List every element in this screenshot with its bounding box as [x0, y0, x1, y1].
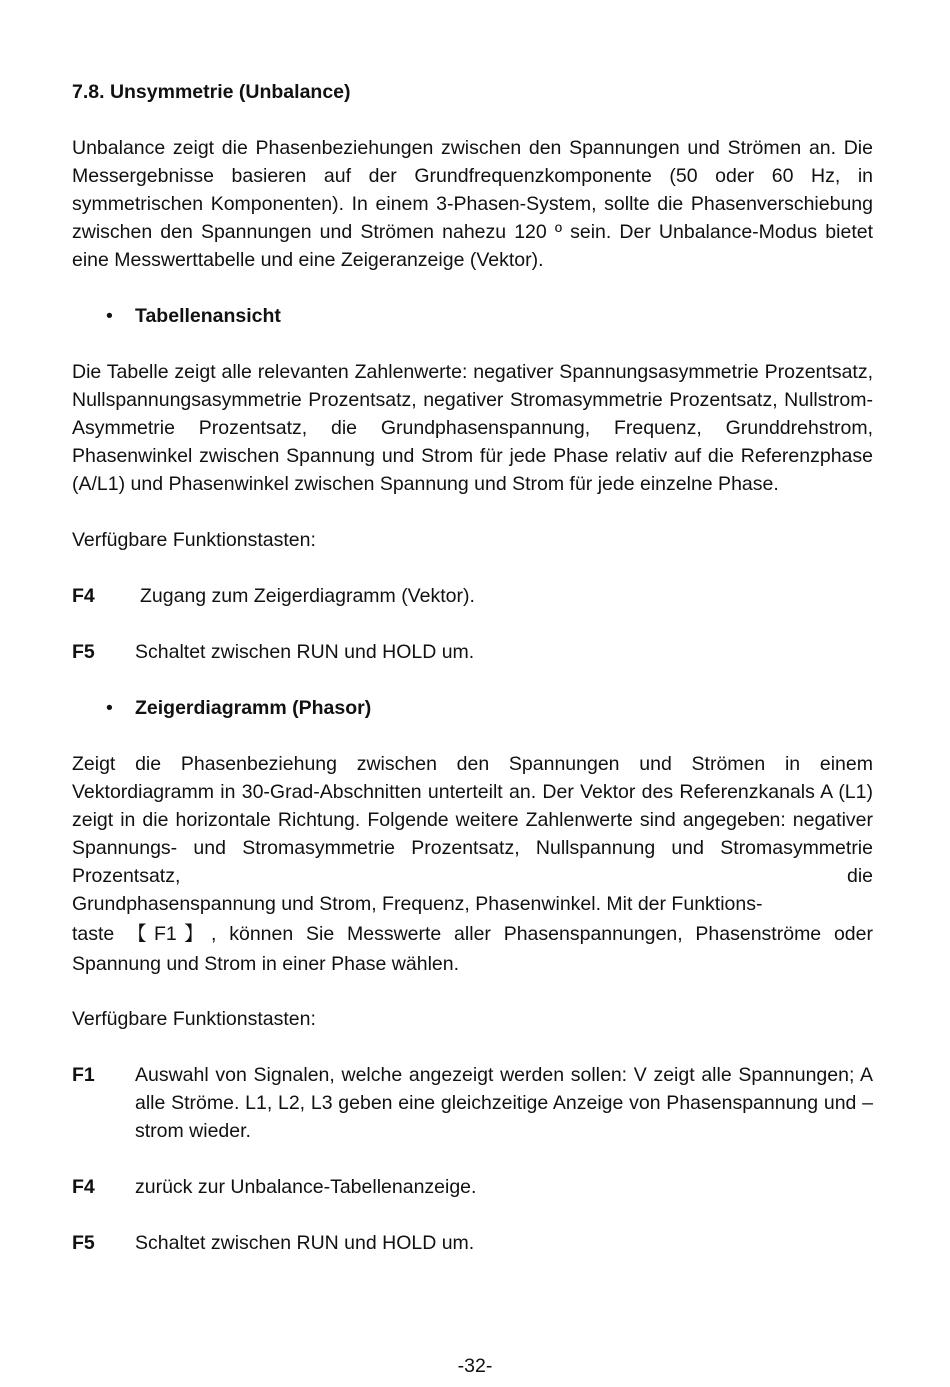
phasor-view-keys-label: Verfügbare Funktionstasten:	[72, 1008, 316, 1030]
phasor-description-part2: Grundphasenspannung und Strom, Frequenz, Phasenwinkel. Mit der Funktions-	[72, 893, 763, 915]
table-view-description: Die Tabelle zeigt alle relevanten Zahlenwerte: negativer Spannungsasymmetrie Prozentsatz, Nullspannungsasymmetrie Prozentsatz, negativer Stromasymmetrie Prozentsatz, Nullstrom-Asymmetrie Prozentsatz, die Grundphasenspannung, Frequenz, Grunddrehstrom, Phasenwinkel zwischen Spannung und Strom für jede Phase relativ auf die Referenzphase (A/L1) und Phasenwinkel zwischen Spannung und Strom für jede einzelne Phase.	[72, 361, 873, 495]
function-key-item	[72, 1229, 873, 1257]
page-number: -32-	[457, 1355, 493, 1377]
bullet-icon: •	[106, 697, 113, 719]
phasor-view-description	[72, 750, 873, 979]
document-page	[72, 78, 873, 1285]
function-key-item	[72, 1061, 873, 1145]
function-key-code: F5	[72, 641, 95, 663]
function-key-code: F4	[72, 1176, 95, 1198]
function-key-item	[72, 582, 873, 610]
phasor-description-part3	[72, 919, 873, 979]
function-key-description: Schaltet zwischen RUN und HOLD um.	[135, 1232, 475, 1254]
phasor-view-title: Zeigerdiagramm (Phasor)	[135, 697, 372, 719]
bullet-icon: •	[106, 305, 113, 327]
intro-paragraph: Unbalance zeigt die Phasenbeziehungen zwischen den Spannungen und Strömen an. Die Messergebnisse basieren auf der Grundfrequenzkomponente (50 oder 60 Hz, in symmetrischen Komponenten). In einem 3-Phasen-System, sollte die Phasenverschiebung zwischen den Spannungen und Strömen nahezu 120 º sein. Der Unbalance-Modus bietet eine Messwerttabelle und eine Zeigeranzeige (Vektor).	[72, 137, 873, 271]
function-key-code: F1	[72, 1064, 95, 1086]
function-key-code: F5	[72, 1232, 95, 1254]
table-view-title: Tabellenansicht	[135, 305, 281, 327]
section-heading: 7.8. Unsymmetrie (Unbalance)	[72, 81, 351, 103]
function-key-description: Schaltet zwischen RUN und HOLD um.	[135, 641, 475, 663]
function-key-reference: 【F1】	[127, 923, 211, 945]
table-view-keys-label: Verfügbare Funktionstasten:	[72, 529, 316, 551]
function-key-description: Auswahl von Signalen, welche angezeigt werden sollen: V zeigt alle Spannungen; A alle Ströme. L1, L2, L3 geben eine gleichzeitige Anzeige von Phasenspannung und –strom wieder.	[135, 1064, 873, 1142]
function-key-item	[72, 638, 873, 666]
function-key-code: F4	[72, 585, 95, 607]
function-key-description: zurück zur Unbalance-Tabellenanzeige.	[135, 1176, 477, 1198]
function-key-description: Zugang zum Zeigerdiagramm (Vektor).	[140, 585, 475, 607]
phasor-description-part3-prefix: taste	[72, 923, 128, 945]
phasor-view-bullet	[72, 694, 873, 722]
phasor-description-part1: Zeigt die Phasenbeziehung zwischen den Spannungen und Strömen in einem Vektordiagramm in 30-Grad-Abschnitten unterteilt an. Der Vektor des Referenzkanals A (L1) zeigt in die horizontale Richtung. Folgende weitere Zahlenwerte sind angegeben: negativer Spannungs- und Stromasymmetrie Prozentsatz, Nullspannung und Stromasymmetrie Prozentsatz, die	[72, 753, 873, 887]
phasor-description-part3-suffix: , können Sie Messwerte aller Phasenspannungen, Phasenströme oder Spannung und Strom in einer Phase wählen.	[72, 923, 873, 975]
table-view-bullet	[72, 302, 873, 330]
function-key-item	[72, 1173, 873, 1201]
